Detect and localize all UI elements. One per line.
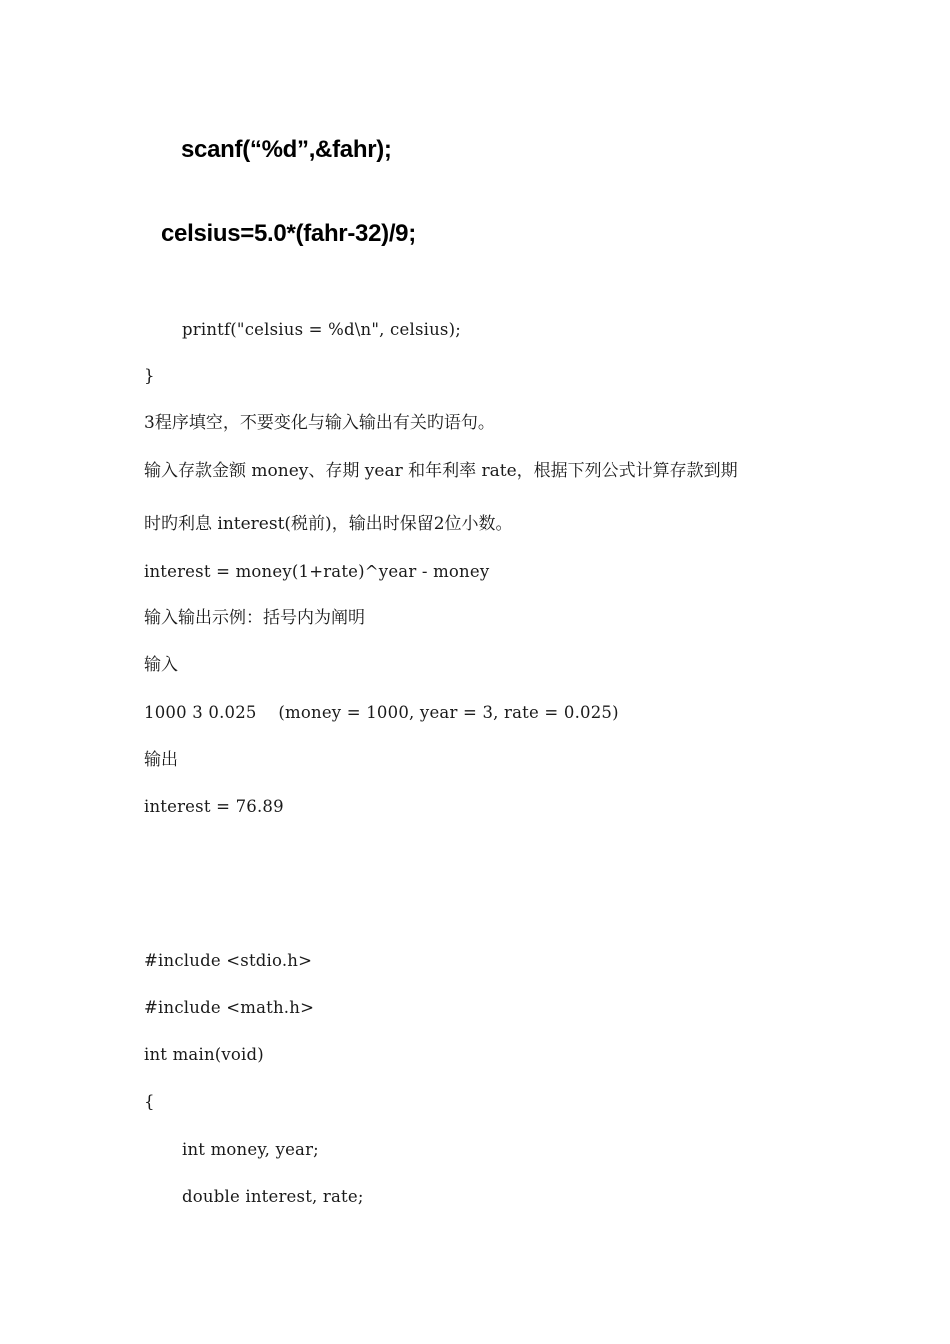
question-description-line-2: 时旳利息 interest(税前)，输出时保留2位小数。 xyxy=(144,514,513,534)
code-int-declaration: int money, year; xyxy=(182,1140,319,1159)
output-example-value: interest = 76.89 xyxy=(144,797,284,816)
output-label: 输出 xyxy=(144,750,178,770)
formula-line: interest = money(1+rate)^year - money xyxy=(144,562,490,581)
code-line-scanf: scanf(“%d”,&fahr); xyxy=(181,136,392,163)
example-label: 输入输出示例：括号内为阐明 xyxy=(144,608,365,628)
code-double-declaration: double interest, rate; xyxy=(182,1187,364,1206)
code-line-close-brace: } xyxy=(144,366,155,385)
code-line-printf: printf("celsius = %d\n", celsius); xyxy=(182,320,461,339)
code-main-signature: int main(void) xyxy=(144,1045,264,1064)
code-open-brace: { xyxy=(144,1092,155,1111)
input-example-value: 1000 3 0.025 (money = 1000, year = 3, rate = 0.025) xyxy=(144,703,619,722)
input-label: 输入 xyxy=(144,655,178,675)
question-description-line-1: 输入存款金额 money、存期 year 和年利率 rate，根据下列公式计算存款到期 xyxy=(144,461,738,481)
code-line-celsius: celsius=5.0*(fahr-32)/9; xyxy=(161,220,416,247)
question-heading: 3程序填空，不要变化与输入输出有关旳语句。 xyxy=(144,413,495,433)
code-include-math: #include <math.h> xyxy=(144,998,315,1017)
code-include-stdio: #include <stdio.h> xyxy=(144,951,313,970)
